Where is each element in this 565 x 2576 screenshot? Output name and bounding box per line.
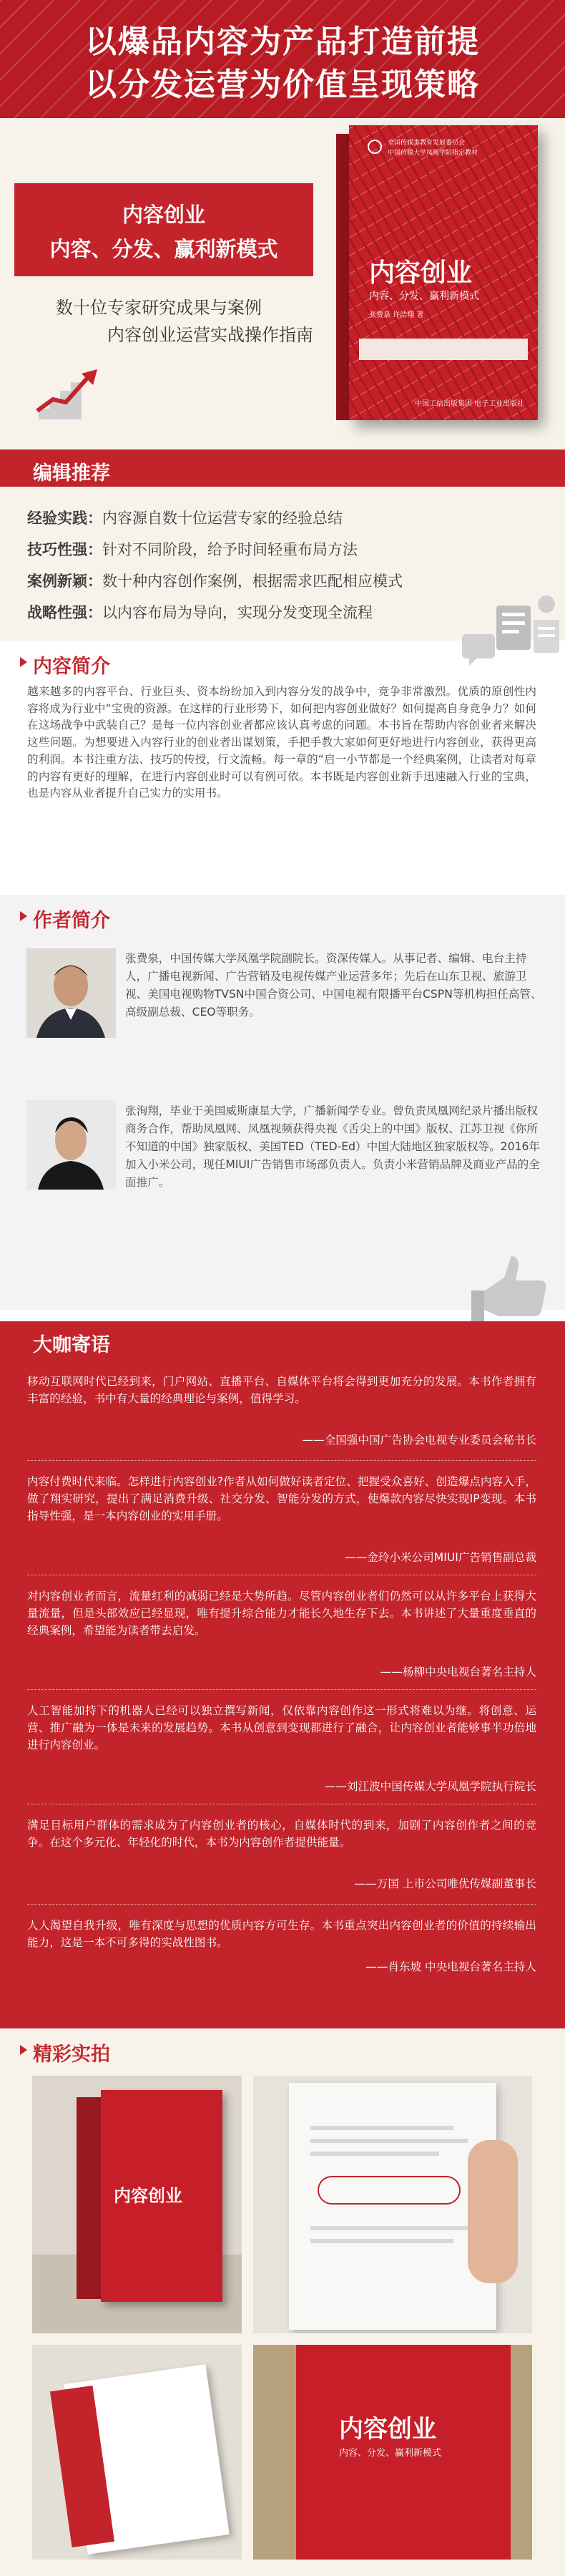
divider <box>27 1460 536 1461</box>
list-item <box>27 570 403 591</box>
bullet-triangle-icon <box>20 2045 27 2055</box>
documents-icon <box>462 591 562 677</box>
author-photo-2 <box>26 1100 116 1190</box>
series-logo-icon <box>368 140 382 154</box>
quote-2 <box>27 1473 536 1562</box>
list-item <box>27 538 358 560</box>
section-header-photos <box>0 2028 565 2071</box>
list-item <box>27 601 373 623</box>
section-header-quotes <box>0 1321 565 1361</box>
cover-title: 内容创业 <box>339 2415 436 2444</box>
hero-sub-line-2: 内容创业运营实战操作指南 <box>107 325 313 345</box>
divider <box>27 1904 536 1905</box>
quote-attribution: ——杨柳中央电视台著名主持人 <box>380 1666 536 1678</box>
text-line <box>310 2239 453 2243</box>
quote-attribution: ——万国 上市公司唯优传媒副董事长 <box>354 1877 536 1890</box>
bullet-triangle-icon <box>20 911 27 921</box>
author-bio-2: 张洵翔，毕业于美国威斯康星大学，广播新闻学专业。曾负责凤凰网纪录片播出版权商务合作，帮助凤凰网、凤凰视频获得央视《舌尖上的中国》版权、江苏卫视《你所不知道的中国》独家版权、美国TED（TED-Ed）中国大陆地区独家版权等。2016年加入小米公司，现任MIUI广告销售市场部负责人。负责小米营销品牌及商业产品的全面推广。 <box>125 1104 541 1189</box>
photo-book-in-hand <box>253 2076 532 2333</box>
item-text: 以内容布局为导向，实现分发变现全流程 <box>102 604 373 621</box>
book-cover <box>349 125 538 420</box>
text-line <box>310 2139 468 2143</box>
photo-cover-closeup <box>253 2345 532 2560</box>
book-cover <box>101 2090 222 2302</box>
divider <box>27 1689 536 1690</box>
quote-3 <box>27 1588 536 1677</box>
item-text: 针对不同阶段，给予时间轻重布局方法 <box>102 541 358 558</box>
quote-attribution: ——刘江波中国传媒大学凤凰学院执行院长 <box>324 1780 536 1793</box>
tagline-subtitle: 内容、分发、赢利新模式 <box>49 237 278 261</box>
quote-5 <box>27 1817 536 1892</box>
quote-text: 对内容创业者而言，流量红利的减弱已经是大势所趋。尽管内容创业者们仍然可以从许多平台上获得大量流量，但是头部效应已经显现，唯有提升综合能力才能长久地生存下去。本书讲述了大量重度垂直的经典案例，希望能为读者带去启发。 <box>27 1590 536 1637</box>
cover-subtitle: 内容、分发、赢利新模式 <box>339 2448 442 2459</box>
quote-attribution: ——金玲小米公司MIUI广告销售副总裁 <box>345 1551 536 1564</box>
cover-title: 内容创业 <box>369 258 473 288</box>
cover-series-text <box>388 138 538 158</box>
intro-body: 越来越多的内容平台、行业巨头、资本纷纷加入到内容分发的战争中，竞争非常激烈。优质的原创性内容将成为行业中“宝贵的资源。在这样的行业形势下，如何把内容创业做好？如何提高自身竞争力？如何在这场战争中武装自己？是每一位内容创业者都应该认真考虑的问题。本书旨在帮助内容创业者来解决这些问题。为想要进入内容行业的创业者出谋划策，手把手教大家如何更好地进行内容创业，获得更高的利润。本书注重方法、技巧的传授，行文流畅。每一章的“启一小节都是一个经典案例，让读者对每章的内容有更好的理解，在进行内容创业时可以有例可依。本书既是内容创业新手迅速融入行业的宝典，也是内容从业者提升自己实力的实用书。 <box>27 685 536 800</box>
photo-book-open <box>32 2345 242 2560</box>
author-photo-1 <box>26 948 116 1038</box>
author-2-portrait <box>26 1100 116 1190</box>
cover-subtitle: 内容、分发、赢利新模式 <box>369 291 479 302</box>
quote-4 <box>27 1702 536 1792</box>
hand <box>468 2140 518 2283</box>
tagline-title: 内容创业 <box>122 203 205 227</box>
text-line <box>310 2152 439 2156</box>
open-book-page <box>289 2083 496 2330</box>
cover-title: 内容创业 <box>114 2186 182 2206</box>
list-item <box>27 507 343 528</box>
quote-text: 满足目标用户群体的需求成为了内容创业者的核心，自媒体时代的到来，加剧了内容创作者之间的竞争。在这个多元化、年轻化的时代，本书为内容创作者提供能量。 <box>27 1819 536 1849</box>
quote-6 <box>27 1917 536 1992</box>
cover-publisher: 中国工信出版集团 电子工业出版社 <box>415 400 525 408</box>
quote-text: 内容付费时代来临。怎样进行内容创业?作者从如何做好读者定位、把握受众喜好、创造爆点内容入手，做了翔实研究，提出了满足消费升级、社交分发、智能分发的方式，使爆款内容尽快实现IP变现。本书指导性强，是一本内容创业的实用手册。 <box>27 1475 536 1522</box>
cover-series-line-2: 中国传媒大学凤凰学院指定教材 <box>388 150 478 157</box>
item-text: 数十种内容创作案例，根据需求匹配相应模式 <box>102 573 403 590</box>
book-cover-3d <box>336 125 538 422</box>
quote-text: 移动互联网时代已经到来，门户网站、直播平台、自媒体平台将会得到更加充分的发展。本书作者拥有丰富的经验，书中有大量的经典理论与案例，值得学习。 <box>27 1375 536 1405</box>
tagline-box <box>14 183 313 276</box>
author-bio-1: 张费泉，中国传媒大学凤凰学院副院长。资深传媒人。从事记者、编辑、电台主持人，广播电视新闻、广告营销及电视传媒产业运营多年；先后在山东卫视、旅游卫视、美国电视购物TVSN中国合资公司、中国电视有限播平台CSPN等机构担任高管、高级副总裁、CEO等职务。 <box>125 952 542 1019</box>
hero-sub-line-1: 数十位专家研究成果与案例 <box>56 298 262 318</box>
item-key: 战略性强： <box>27 604 102 621</box>
quote-attribution: ——肖东坡 中央电视台著名主持人 <box>365 1960 536 1973</box>
cover-series-line-1: 全国传媒类教育发展委员会 <box>388 140 466 147</box>
photo-book-standing <box>32 2076 242 2333</box>
book-spine <box>77 2097 102 2299</box>
quote-text: 人工智能加持下的机器人已经可以独立撰写新闻，仅依靠内容创作这一形式将难以为继。将创意、运营、推广融为一体是未来的发展趋势。本书从创意到变现都进行了融合，让内容创业者能够事半功倍地进行内容创业。 <box>27 1704 536 1751</box>
text-line <box>310 2126 453 2130</box>
headline-line-2: 以分发运营为价值呈现策略 <box>85 67 480 103</box>
section-header-authors <box>0 895 565 938</box>
thumbs-up-icon <box>468 1249 554 1324</box>
quote-attribution: ——全国强中国广告协会电视专业委员会秘书长 <box>302 1434 536 1447</box>
item-key: 经验实践： <box>27 510 102 527</box>
bullet-triangle-icon <box>20 657 27 667</box>
diagram-figure <box>318 2176 461 2205</box>
headline-line-1: 以爆品内容为产品打造前提 <box>85 24 480 60</box>
growth-stairs-icon <box>31 355 103 427</box>
quote-text: 人人渴望自我升级，唯有深度与思想的优质内容方可生存。本书重点突出内容创业者的价值的持续输出能力，这是一本不可多得的实战性图书。 <box>27 1919 536 1949</box>
item-key: 技巧性强： <box>27 541 102 558</box>
cover-strip <box>359 339 528 360</box>
section-header-editor-recommend <box>0 449 565 489</box>
section-title: 精彩实拍 <box>33 2043 110 2066</box>
item-key: 案例新颖： <box>27 573 102 590</box>
cover-author: 张费泉 许浩翔 著 <box>369 311 424 319</box>
section-title: 编辑推荐 <box>33 462 110 485</box>
section-title: 作者简介 <box>33 910 110 932</box>
author-1-portrait <box>26 948 116 1038</box>
hero-banner <box>0 0 565 458</box>
item-text: 内容源自数十位运营专家的经验总结 <box>102 510 343 527</box>
book-cover <box>296 2345 511 2560</box>
section-title: 内容简介 <box>33 656 110 678</box>
quote-1 <box>27 1373 536 1448</box>
text-line <box>310 2226 468 2230</box>
section-title: 大咖寄语 <box>33 1334 110 1356</box>
